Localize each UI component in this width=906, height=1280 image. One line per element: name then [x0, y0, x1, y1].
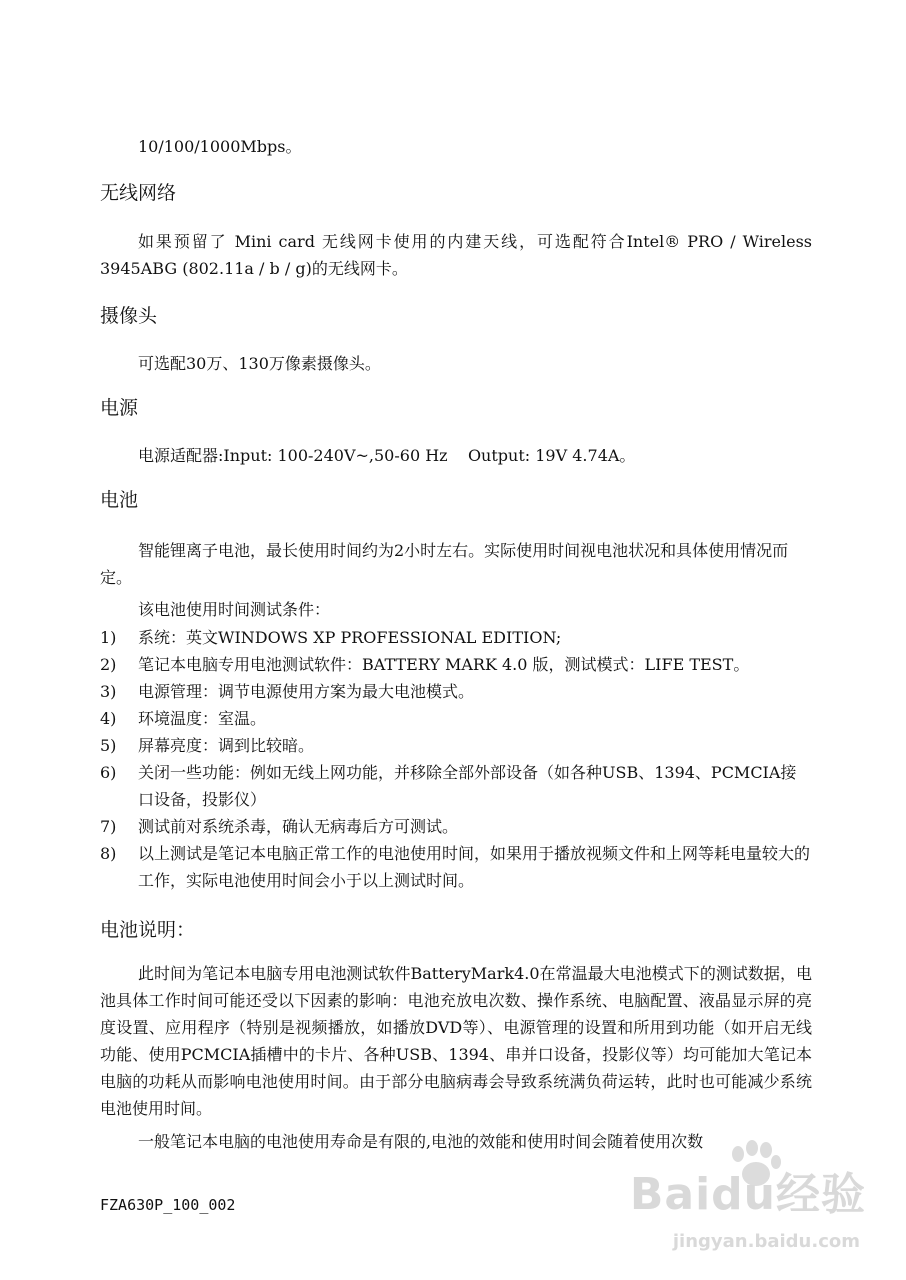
heading-battery: 电池: [100, 489, 139, 511]
list-item: [100, 840, 812, 894]
list-item: [100, 624, 812, 651]
list-item: [100, 651, 812, 678]
heading-battery-notes: 电池说明：: [100, 919, 196, 941]
watermark-url: jingyan.baidu.com: [672, 1231, 860, 1252]
battery-notes-para2: 一般笔记本电脑的电池使用寿命是有限的,电池的效能和使用时间会随着使用次数: [138, 1132, 704, 1151]
list-item: [100, 759, 812, 813]
heading-power: 电源: [100, 397, 139, 419]
list-number: 6): [100, 763, 117, 782]
document-code: FZA630P_100_002: [100, 1196, 236, 1214]
conditions-title: 该电池使用时间测试条件：: [138, 600, 331, 619]
heading-camera: 摄像头: [100, 305, 158, 327]
list-text: 电源管理：调节电源使用方案为最大电池模式。: [138, 682, 475, 701]
list-text: 关闭一些功能：例如无线上网功能，并移除全部外部设备（如各种USB、1394、PCMCIA接口设备，投影仪）: [138, 763, 797, 809]
list-number: 3): [100, 682, 117, 701]
list-item: [100, 732, 812, 759]
power-text: 电源适配器:Input: 100-240V~,50-60 Hz Output: 19V 4.74A。: [138, 446, 636, 465]
camera-text: 可选配30万、130万像素摄像头。: [138, 354, 381, 373]
list-item: [100, 813, 812, 840]
list-number: 1): [100, 628, 117, 647]
heading-wireless: 无线网络: [100, 182, 177, 204]
list-number: 8): [100, 844, 117, 863]
list-item: [100, 678, 812, 705]
battery-notes-para1: 此时间为笔记本电脑专用电池测试软件BatteryMark4.0在常温最大电池模式下的测试数据，电池具体工作时间可能还受以下因素的影响：电池充放电次数、操作系统、电脑配置、液晶显示屏的亮度设置、应用程序（特别是视频播放，如播放DVD等）、电源管理的设置和所用到功能（如开启无线功能、使用PCMCIA插槽中的卡片、各种USB、1394、串并口设备，投影仪等）均可能加大笔记本电脑的功耗从而影响电池使用时间。由于部分电脑病毒会导致系统满负荷运转，此时也可能减少系统电池使用时间。: [100, 964, 812, 1118]
baidu-watermark: [606, 1138, 866, 1258]
list-item: [100, 705, 812, 732]
list-number: 5): [100, 736, 117, 755]
list-text: 测试前对系统杀毒，确认无病毒后方可测试。: [138, 817, 459, 836]
list-text: 笔记本电脑专用电池测试软件：BATTERY MARK 4.0 版，测试模式：LIFE TEST。: [138, 655, 750, 674]
speed-line: 10/100/1000Mbps。: [138, 137, 302, 156]
list-text: 系统：英文WINDOWS XP PROFESSIONAL EDITION;: [138, 628, 562, 647]
list-number: 7): [100, 817, 117, 836]
list-text: 屏幕亮度：调到比较暗。: [138, 736, 315, 755]
conditions-list: [100, 624, 812, 894]
list-text: 以上测试是笔记本电脑正常工作的电池使用时间，如果用于播放视频文件和上网等耗电量较大的工作，实际电池使用时间会小于以上测试时间。: [138, 844, 811, 890]
battery-intro: 智能锂离子电池，最长使用时间约为2小时左右。实际使用时间视电池状况和具体使用情况而定。: [100, 541, 789, 587]
watermark-logo: Baidu经验: [629, 1169, 866, 1220]
list-text: 环境温度：室温。: [138, 709, 267, 728]
wireless-text: 如果预留了 Mini card 无线网卡使用的内建天线，可选配符合Intel® PRO / Wireless 3945ABG (802.11a / b / g)的无线网卡。: [100, 232, 812, 278]
list-number: 2): [100, 655, 117, 674]
list-number: 4): [100, 709, 117, 728]
